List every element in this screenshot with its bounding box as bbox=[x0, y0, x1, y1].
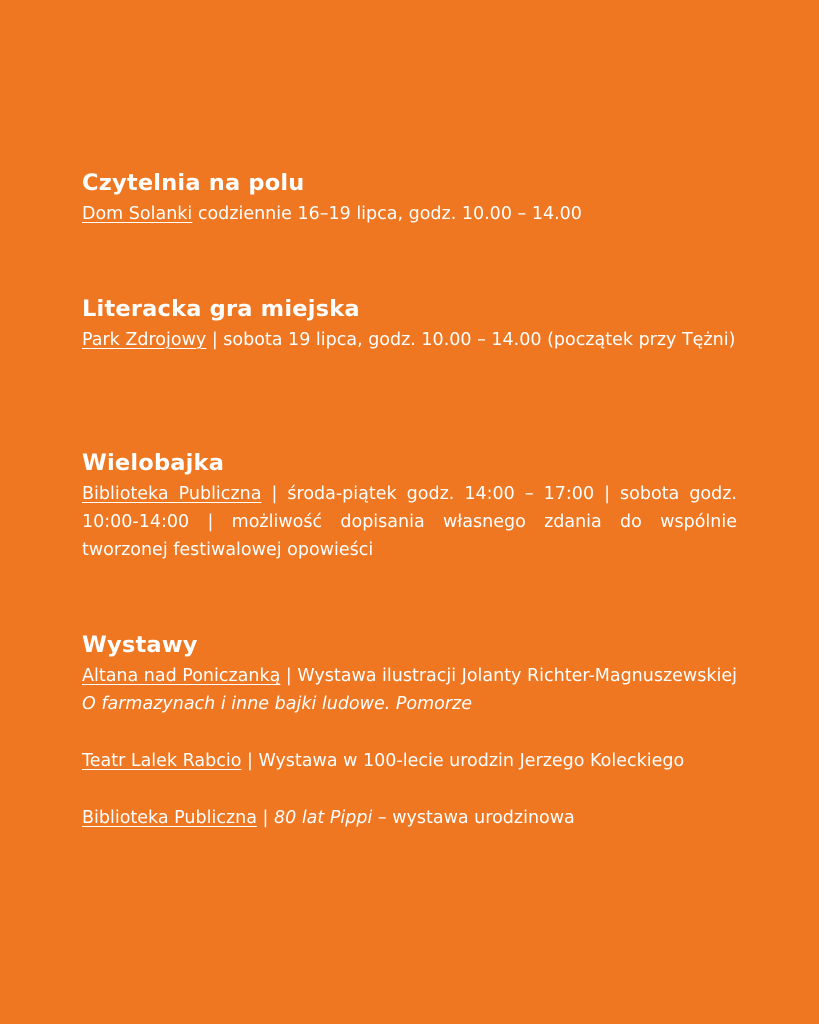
place-link-biblioteka-2[interactable]: Biblioteka Publiczna bbox=[82, 808, 257, 828]
place-link-teatr[interactable]: Teatr Lalek Rabcio bbox=[82, 751, 242, 771]
exhibition-item bbox=[82, 747, 737, 775]
section-details bbox=[82, 200, 737, 228]
place-link-biblioteka[interactable]: Biblioteka Publiczna bbox=[82, 484, 262, 504]
exhibition-item bbox=[82, 662, 737, 718]
exhibition-text: | Wystawa w 100-lecie urodzin Jerzego Koleckiego bbox=[241, 751, 685, 771]
exhibition-title: O farmazynach i inne bajki ludowe. Pomorze bbox=[82, 694, 473, 714]
section-details bbox=[82, 480, 737, 564]
section-title: Wielobajka bbox=[82, 450, 225, 476]
section-title: Czytelnia na polu bbox=[82, 170, 305, 196]
place-link-park-zdrojowy[interactable]: Park Zdrojowy bbox=[82, 330, 207, 350]
section-wielobajka bbox=[82, 448, 737, 564]
place-link-dom-solanki[interactable]: Dom Solanki bbox=[82, 204, 193, 224]
section-wystawy bbox=[82, 630, 737, 832]
exhibition-text-after: – wystawa urodzinowa bbox=[372, 808, 575, 828]
section-gra-miejska bbox=[82, 294, 737, 354]
section-title: Wystawy bbox=[82, 632, 198, 658]
section-title: Literacka gra miejska bbox=[82, 296, 360, 322]
details-text: | sobota 19 lipca, godz. 10.00 – 14.00 (początek przy Tężni) bbox=[206, 330, 736, 350]
paragraph-gap bbox=[82, 718, 737, 747]
details-text: codziennie 16–19 lipca, godz. 10.00 – 14.00 bbox=[192, 204, 582, 224]
section-czytelnia bbox=[82, 168, 737, 228]
exhibition-item bbox=[82, 804, 737, 832]
paragraph-gap bbox=[82, 775, 737, 804]
exhibition-title: 80 lat Pippi bbox=[273, 808, 373, 828]
section-details bbox=[82, 326, 737, 354]
place-link-altana[interactable]: Altana nad Poniczanką bbox=[82, 666, 281, 686]
details-text: | środa-piątek godz. 14:00 – 17:00 | sobota godz. 10:00-14:00 | możliwość dopisania własnego zdania do wspólnie tworzonej festiwalowej opowieści bbox=[82, 484, 737, 560]
exhibition-text: | Wystawa ilustracji Jolanty Richter-Magnuszewskiej bbox=[280, 666, 737, 686]
exhibition-text: | bbox=[256, 808, 274, 828]
